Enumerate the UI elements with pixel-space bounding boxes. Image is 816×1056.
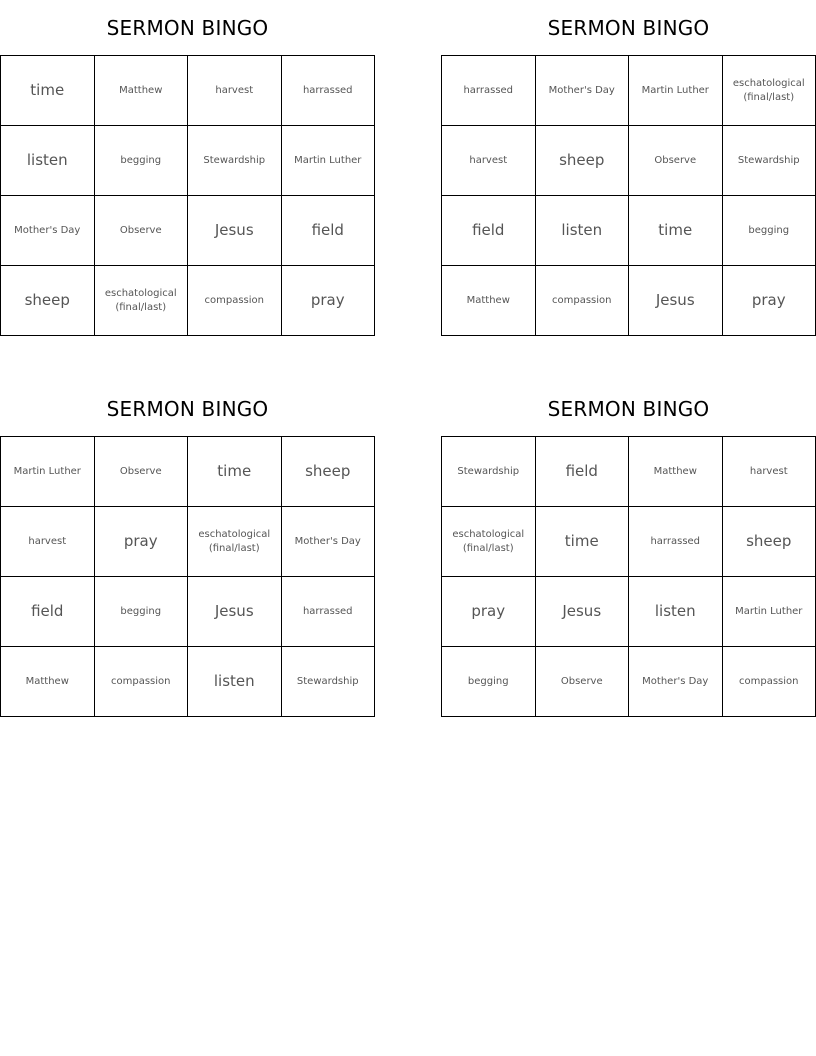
bingo-grid: [0, 436, 375, 717]
bingo-cell: sheep: [723, 507, 816, 577]
bingo-cell: Stewardship: [282, 647, 376, 717]
bingo-cell: field: [536, 437, 630, 507]
bingo-cell: Martin Luther: [629, 56, 723, 126]
bingo-cell: pray: [442, 577, 536, 647]
bingo-grid: [441, 55, 816, 336]
bingo-cell: Mother's Day: [1, 196, 95, 266]
bingo-cell: begging: [95, 126, 189, 196]
bingo-cell: sheep: [1, 266, 95, 336]
bingo-cell: harrassed: [282, 577, 376, 647]
bingo-cell: field: [442, 196, 536, 266]
bingo-cell: Jesus: [188, 196, 282, 266]
bingo-cell: field: [282, 196, 376, 266]
bingo-cell: Mother's Day: [282, 507, 376, 577]
bingo-cell: Matthew: [629, 437, 723, 507]
bingo-cell: time: [629, 196, 723, 266]
bingo-cell: Martin Luther: [723, 577, 816, 647]
card-title: SERMON BINGO: [547, 16, 710, 40]
bingo-cell: Mother's Day: [536, 56, 630, 126]
bingo-cell: listen: [1, 126, 95, 196]
bingo-cell: pray: [95, 507, 189, 577]
bingo-cell: sheep: [282, 437, 376, 507]
bingo-cell: Observe: [536, 647, 630, 717]
bingo-card-3: [0, 381, 375, 717]
bingo-card-2: [441, 0, 816, 336]
bingo-cell: time: [188, 437, 282, 507]
bingo-cell: time: [536, 507, 630, 577]
bingo-cell: begging: [723, 196, 816, 266]
bingo-cell: Observe: [95, 196, 189, 266]
bingo-cell: harvest: [1, 507, 95, 577]
bingo-cell: sheep: [536, 126, 630, 196]
bingo-cell: Observe: [629, 126, 723, 196]
bingo-cell: eschatological (final/last): [723, 56, 816, 126]
bingo-cell: Martin Luther: [1, 437, 95, 507]
bingo-cell: listen: [629, 577, 723, 647]
card-title: SERMON BINGO: [106, 397, 269, 421]
bingo-cell: Matthew: [1, 647, 95, 717]
bingo-cell: listen: [188, 647, 282, 717]
bingo-cell: Matthew: [442, 266, 536, 336]
bingo-cell: Jesus: [188, 577, 282, 647]
bingo-cell: compassion: [95, 647, 189, 717]
bingo-cell: Stewardship: [442, 437, 536, 507]
bingo-card-4: [441, 381, 816, 717]
bingo-cell: eschatological (final/last): [95, 266, 189, 336]
bingo-cell: Martin Luther: [282, 126, 376, 196]
bingo-cell: Stewardship: [723, 126, 816, 196]
bingo-cell: pray: [723, 266, 816, 336]
bingo-cell: eschatological (final/last): [188, 507, 282, 577]
bingo-cell: field: [1, 577, 95, 647]
bingo-cell: time: [1, 56, 95, 126]
bingo-cell: compassion: [188, 266, 282, 336]
bingo-grid: [441, 436, 816, 717]
bingo-cell: begging: [95, 577, 189, 647]
bingo-cell: harrassed: [442, 56, 536, 126]
bingo-cell: harvest: [723, 437, 816, 507]
bingo-cell: pray: [282, 266, 376, 336]
bingo-cell: eschatological (final/last): [442, 507, 536, 577]
bingo-cell: harvest: [188, 56, 282, 126]
card-title: SERMON BINGO: [547, 397, 710, 421]
bingo-cell: Observe: [95, 437, 189, 507]
bingo-cell: harrassed: [629, 507, 723, 577]
bingo-cell: harrassed: [282, 56, 376, 126]
bingo-cell: Stewardship: [188, 126, 282, 196]
bingo-cell: compassion: [536, 266, 630, 336]
bingo-cell: Jesus: [629, 266, 723, 336]
card-title: SERMON BINGO: [106, 16, 269, 40]
bingo-cell: harvest: [442, 126, 536, 196]
bingo-cell: begging: [442, 647, 536, 717]
bingo-cell: Jesus: [536, 577, 630, 647]
bingo-cell: Mother's Day: [629, 647, 723, 717]
bingo-cell: compassion: [723, 647, 816, 717]
bingo-cell: listen: [536, 196, 630, 266]
bingo-card-1: [0, 0, 375, 336]
bingo-grid: [0, 55, 375, 336]
bingo-cell: Matthew: [95, 56, 189, 126]
